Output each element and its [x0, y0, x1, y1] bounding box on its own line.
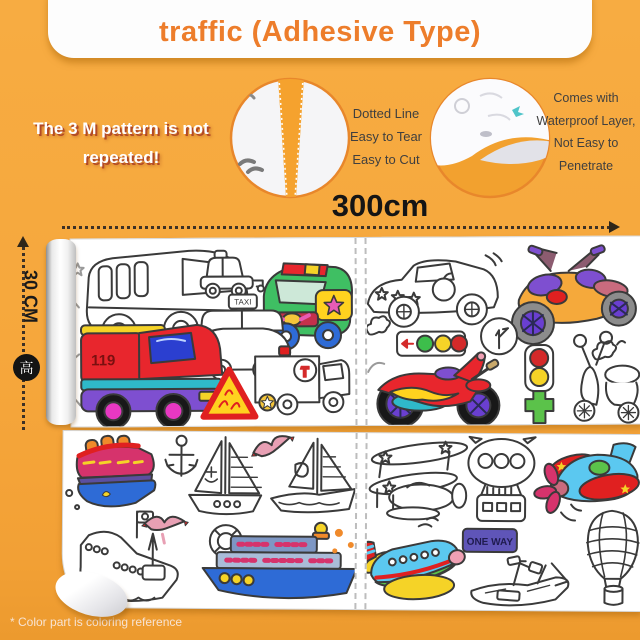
scooter-outline	[574, 332, 639, 423]
sailboat-outline	[189, 437, 262, 515]
taxi-sign-text: TAXI	[234, 297, 252, 307]
length-label: 300cm	[331, 188, 429, 223]
doodle-mark	[480, 131, 492, 137]
title-banner	[48, 0, 592, 58]
tagline	[18, 114, 224, 172]
dot-doodles	[332, 529, 354, 554]
waterproof-caption: Comes with Waterproof Layer, Not Easy to Penetrate	[536, 91, 636, 173]
traffic-light-vertical-colored	[525, 345, 553, 423]
tagline-line1: The 3 M pattern is not	[33, 119, 209, 138]
ambulance-outline	[255, 346, 349, 414]
fire-truck-number: 119	[91, 352, 116, 370]
anchor-outline	[165, 436, 197, 476]
tear-line-caption: Dotted Line Easy to Tear Easy to Cut	[349, 106, 423, 167]
traffic-light-horizontal-colored	[397, 331, 467, 355]
one-way-text: ONE WAY	[466, 536, 514, 549]
coloring-strip-boats-planes	[61, 430, 640, 612]
perforation-line	[354, 433, 367, 609]
coloring-strip-vehicles	[70, 236, 640, 428]
arrow-up-icon	[17, 236, 29, 247]
junction-sign-outline	[481, 318, 517, 354]
propeller-plane-colored	[533, 443, 640, 521]
arrow-right-icon	[609, 221, 620, 233]
cruise-ship-colored	[72, 431, 159, 511]
seagull-colored	[250, 435, 296, 457]
hot-air-balloon-outline	[586, 511, 639, 605]
one-way-sign-colored	[463, 529, 517, 552]
race-car-outline	[368, 253, 502, 327]
height-badge: 高	[13, 354, 40, 381]
sailboat-2-outline	[271, 438, 356, 512]
airship-outline	[468, 437, 536, 521]
tagline-line2: repeated!	[82, 148, 160, 167]
seaplane-outline	[471, 556, 568, 606]
motorcycle-colored	[368, 352, 500, 426]
bubble-doodle	[75, 505, 79, 509]
paper-roll-end	[46, 239, 76, 425]
perforation-line	[355, 238, 368, 425]
atv-quad-colored	[512, 244, 637, 344]
biplane-outline	[368, 438, 468, 520]
footnote: * Color part is coloring reference	[10, 615, 183, 629]
fire-truck-colored	[81, 325, 223, 427]
length-dotted-line	[62, 226, 610, 229]
bubble-doodle	[66, 490, 72, 496]
page-title: traffic (Adhesive Type)	[159, 16, 481, 48]
airliner-colored	[353, 511, 475, 611]
width-label: 30 CM	[20, 269, 41, 323]
